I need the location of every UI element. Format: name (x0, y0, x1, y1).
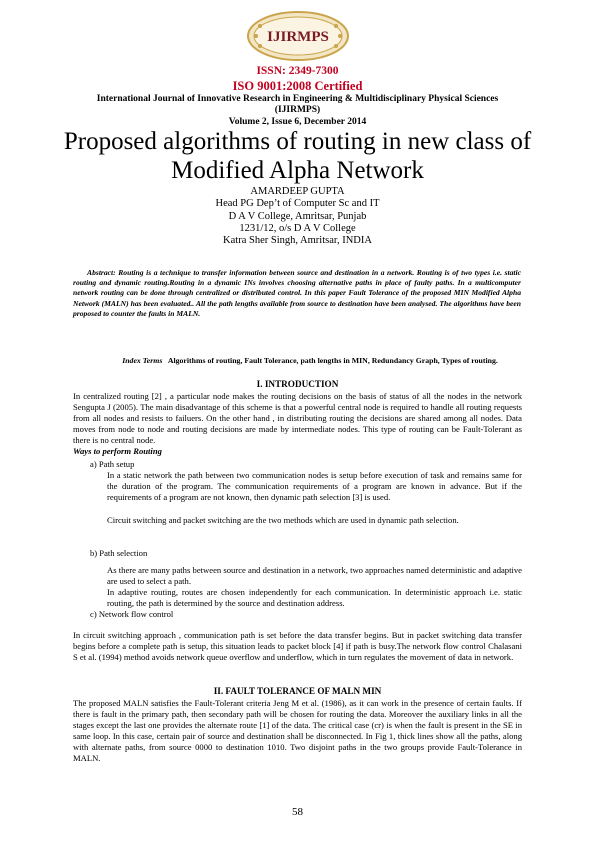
index-terms (60, 356, 560, 365)
abstract-label: Abstract: (87, 268, 116, 277)
logo-emblem (246, 10, 350, 62)
item-b-label: b) Path selection (90, 548, 148, 558)
index-terms-text: Algorithms of routing, Fault Tolerance, path lengths in MIN, Redundancy Graph, Types of routing. (167, 356, 498, 365)
abstract-text: Routing is a technique to transfer information between source and destination in a network. Routing is of two types i.e. static routing and dynamic routing.Routing in a dynamic INs involves choosing alternative paths in place of faulty paths. In a multicomputer network routing can be done through centralized or distributed control. In this paper Fault Tolerance of the proposed MIN Modified Alpha Network (MALN) has been evaluated.. All the path lengths available from source to destination have been analysed. The algorithms have been proposed to counter the faults in MALN. (73, 268, 521, 318)
journal-name-line1: International Journal of Innovative Research in Engineering & Multidisciplinary Physical Sciences (96, 94, 499, 104)
page-number: 58 (292, 806, 303, 818)
item-c-label: c) Network flow control (90, 609, 174, 619)
author-address-1: 1231/12, o/s D A V College (239, 222, 356, 234)
journal-logo (246, 10, 350, 62)
title-line1: Proposed algorithms of routing in new class of (63, 128, 532, 155)
title-line2: Modified Alpha Network (171, 157, 424, 184)
issn: ISSN: 2349-7300 (256, 65, 339, 77)
item-b-text: As there are many paths between source and destination in a network, two approaches named deterministic and adaptive are used to select a path. (107, 565, 522, 587)
volume-issue: Volume 2, Issue 6, December 2014 (228, 117, 367, 127)
item-a-text: In a static network the path between two communication nodes is setup before execution of task and remains same for the duration of the program. The communication requirements of a program are known in advance. But if the requirements of a program are not known, then dynamic path selection [3] is used. (107, 470, 522, 503)
author-affiliation-2: D A V College, Amritsar, Punjab (228, 210, 367, 222)
subheading-ways-routing: Ways to perform Routing (73, 446, 162, 456)
item-b-text-2: In adaptive routing, routes are chosen independently for each communication. In deterministic approach i.e. static routing, the path is determined by the source and destination address. (107, 587, 522, 609)
item-a-label: a) Path setup (90, 459, 135, 469)
abstract (73, 268, 521, 319)
author-address-2: Katra Sher Singh, Amritsar, INDIA (223, 235, 372, 247)
journal-name (40, 94, 555, 116)
author-block (0, 186, 595, 247)
index-terms-label: Index Terms (122, 356, 163, 365)
journal-abbrev: (IJIRMPS) (274, 105, 321, 115)
author-affiliation-1: Head PG Dep’t of Computer Sc and IT (215, 198, 380, 210)
fault-tolerance-paragraph: The proposed MALN satisfies the Fault-Tolerant criteria Jeng M et al. (1986), as it can work in the presence of certain faults. If there is fault in the primary path, then secondary path will be chosen for routing the data. Moreover the auxiliary links in all the stages except the last one provides the alternate route [1] of the data. The critical case (cr) is when the fault is present in the SE in same loop. In this case, certain pair of source and destination shall be disconnected. In Fig 1, thick lines show all the paths, along with alternate paths, from source 0000 to destination 1010. Two disjoint paths in the two groups provide Fault-Tolerance in MALN. (73, 698, 522, 764)
intro-paragraph-1: In centralized routing [2] , a particular node makes the routing decisions on the basis of status of all the nodes in the network Sengupta J (2005). The main disadvantage of this scheme is that a powerful central node is required to handle all routing requests from all nodes and resists to failuers. On the other hand , in distributing routing the decisions are shared among all nodes. Data moves from node to node and routing decisions are made by intermediate nodes. This type of routing can be Fault-Tolerant as there is no central node. (73, 391, 522, 446)
section-heading-fault-tolerance: II. FAULT TOLERANCE OF MALN MIN (213, 686, 382, 696)
intro-paragraph-2: In circuit switching approach , communication path is set before the data transfer begins. But in packet switching data transfer begins before a complete path is setup, this situation leads to packet block [4] if path is busy.The network flow control Chalasani S et al. (1994) method avoids network queue overflow and underflow, which in turn regulates the movement of data in network. (73, 630, 522, 663)
section-heading-introduction: I. INTRODUCTION (256, 379, 339, 389)
paper-title (30, 127, 565, 185)
logo-text: IJIRMPS (267, 29, 329, 45)
author-name: AMARDEEP GUPTA (250, 186, 345, 197)
item-a-text-2: Circuit switching and packet switching are the two methods which are used in dynamic path selection. (107, 515, 459, 525)
iso-certification: ISO 9001:2008 Certified (232, 79, 363, 93)
